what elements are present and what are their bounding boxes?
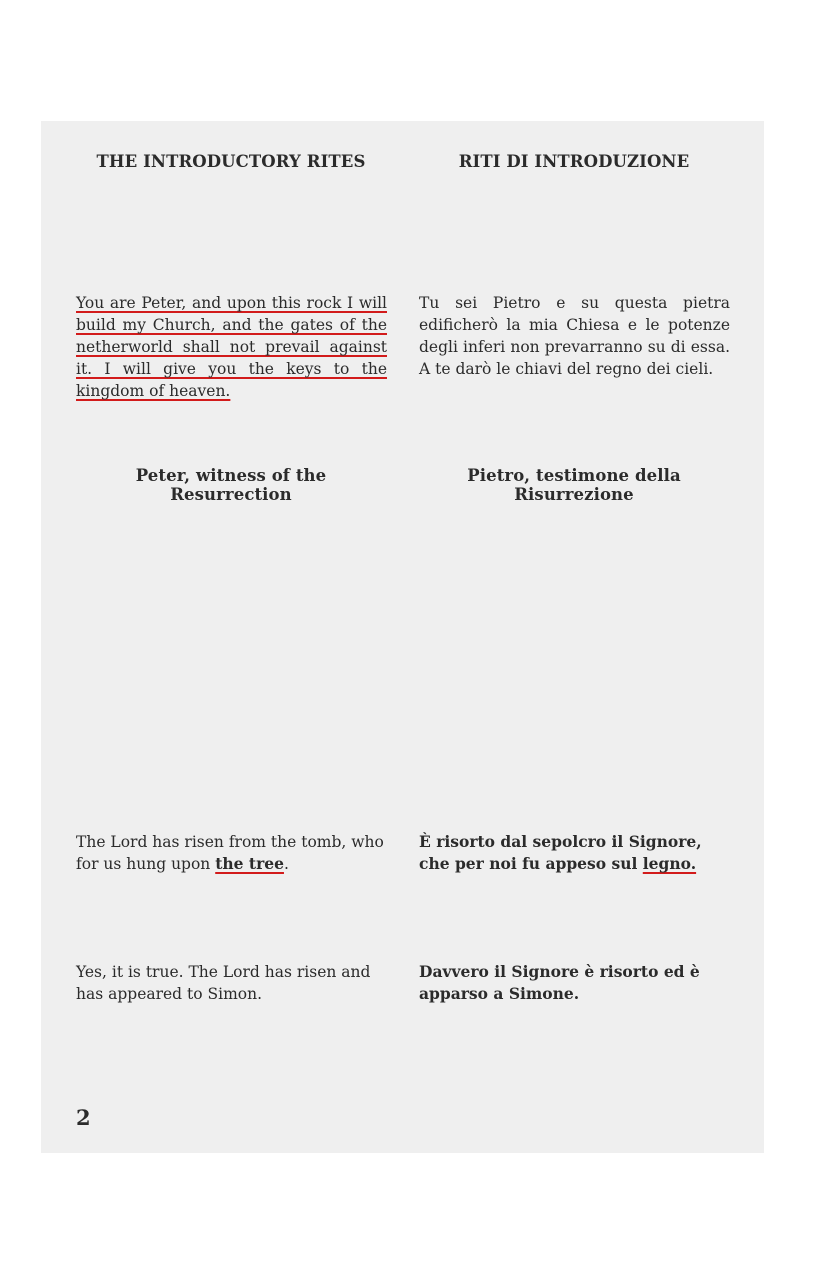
verse-2-it-underlined: legno. (642, 854, 697, 873)
verse-3-en: Yes, it is true. The Lord has risen and has appeared to Simon. (76, 963, 371, 1003)
verse-2-en-suffix: . (283, 855, 289, 873)
verse-2-en-prefix: The Lord has risen from the tomb, who for us hung upon (76, 833, 384, 873)
peter-heading-it: Pietro, testimone della Risurrezione (467, 466, 681, 504)
section-heading-it: RITI DI INTRODUZIONE (458, 152, 690, 171)
peter-heading-en: Peter, witness of the Resurrection (135, 466, 327, 504)
section-heading-en: THE INTRODUCTORY RITES (96, 152, 366, 171)
verse-2-en (76, 831, 387, 875)
verse-1-it: Tu sei Pietro e su questa pietra edificherò la mia Chiesa e le potenze degli inferi non prevarranno su di essa. A te darò le chiavi del regno dei cieli. (419, 294, 730, 378)
verse-3-it: Davvero il Signore è risorto ed è apparso a Simone. (419, 962, 700, 1003)
verse-1-en (76, 292, 387, 402)
verse-2-it-prefix: È risorto dal sepolcro il Signore, che per noi fu appeso sul (419, 832, 702, 873)
page-number: 2 (76, 1105, 91, 1130)
verse-1-en-text: You are Peter, and upon this rock I will build my Church, and the gates of the netherworld shall not prevail against it. I will give you the keys to the kingdom of heaven. (76, 294, 387, 400)
verse-2-en-underlined: the tree (215, 854, 284, 873)
verse-2-it (419, 831, 730, 875)
